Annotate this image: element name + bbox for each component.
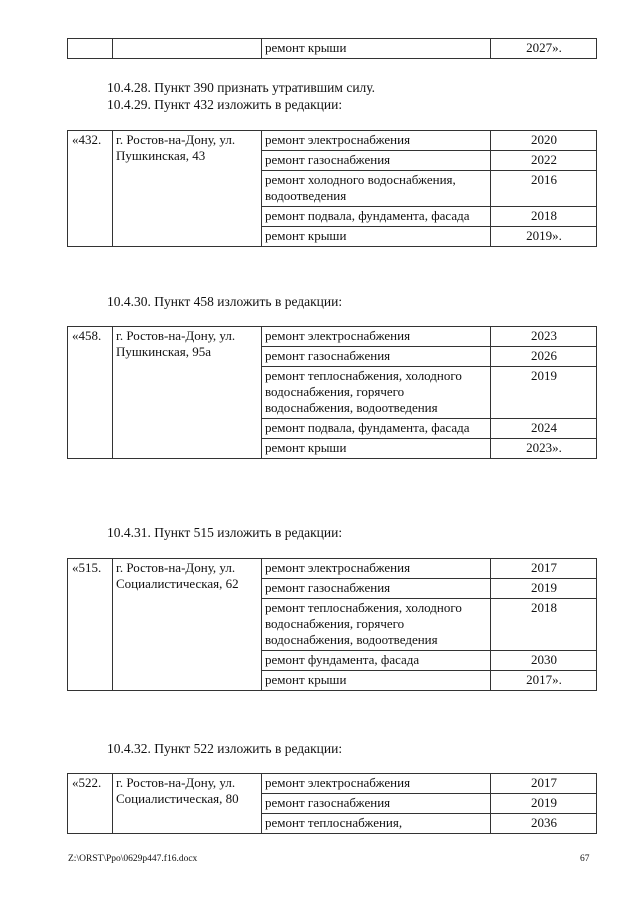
work-cell: ремонт теплоснабжения,: [262, 814, 491, 834]
work-cell: ремонт электроснабжения: [262, 774, 491, 794]
year-cell: 2023: [491, 327, 597, 347]
work-cell: ремонт электроснабжения: [262, 131, 491, 151]
address-cell: г. Ростов-на-Дону, ул. Пушкинская, 95а: [113, 327, 262, 459]
work-cell: ремонт газоснабжения: [262, 794, 491, 814]
year-cell: 2026: [491, 347, 597, 367]
address-cell: г. Ростов-на-Дону, ул. Социалистическая, 80: [113, 774, 262, 834]
item-number: «515.: [68, 559, 113, 691]
work-cell: ремонт крыши: [262, 439, 491, 459]
table-row: [68, 327, 597, 347]
year-cell: 2017».: [491, 671, 597, 691]
work-cell: ремонт электроснабжения: [262, 559, 491, 579]
table-row: [68, 774, 597, 794]
item-number: «522.: [68, 774, 113, 834]
year-cell: 2019: [491, 794, 597, 814]
work-cell: ремонт подвала, фундамента, фасада: [262, 207, 491, 227]
year-cell: 2018: [491, 599, 597, 651]
work-cell: ремонт фундамента, фасада: [262, 651, 491, 671]
item-number: «432.: [68, 131, 113, 247]
paragraph-390: 10.4.28. Пункт 390 признать утратившим силу.: [107, 80, 376, 95]
table-row: [68, 131, 597, 151]
year-cell: 2018: [491, 207, 597, 227]
year-cell: 2019».: [491, 227, 597, 247]
work-cell: ремонт крыши: [262, 39, 491, 59]
year-cell: 2022: [491, 151, 597, 171]
year-cell: 2017: [491, 559, 597, 579]
table-432: [67, 130, 597, 247]
work-cell: ремонт теплоснабжения, холодного водоснабжения, горячего водоснабжения, водоотведения: [262, 599, 491, 651]
paragraph-432: 10.4.29. Пункт 432 изложить в редакции:: [107, 97, 343, 112]
year-cell: 2024: [491, 419, 597, 439]
item-number: «458.: [68, 327, 113, 459]
table-row: [68, 559, 597, 579]
continuation-table: [67, 38, 597, 59]
page-number: 67: [580, 854, 590, 864]
work-cell: ремонт холодного водоснабжения, водоотведения: [262, 171, 491, 207]
work-cell: ремонт крыши: [262, 671, 491, 691]
year-cell: 2019: [491, 579, 597, 599]
paragraph-458: 10.4.30. Пункт 458 изложить в редакции:: [107, 294, 343, 309]
work-cell: ремонт газоснабжения: [262, 579, 491, 599]
table-row: [68, 39, 597, 59]
year-cell: 2030: [491, 651, 597, 671]
work-cell: ремонт газоснабжения: [262, 347, 491, 367]
year-cell: 2027».: [491, 39, 597, 59]
paragraph-522: 10.4.32. Пункт 522 изложить в редакции:: [107, 741, 343, 756]
year-cell: 2036: [491, 814, 597, 834]
work-cell: ремонт крыши: [262, 227, 491, 247]
year-cell: 2019: [491, 367, 597, 419]
year-cell: 2023».: [491, 439, 597, 459]
address-cell: г. Ростов-на-Дону, ул. Пушкинская, 43: [113, 131, 262, 247]
table-458: [67, 326, 597, 459]
work-cell: ремонт электроснабжения: [262, 327, 491, 347]
table-522: [67, 773, 597, 834]
address-cell: г. Ростов-на-Дону, ул. Социалистическая, 62: [113, 559, 262, 691]
paragraph-515: 10.4.31. Пункт 515 изложить в редакции:: [107, 525, 343, 540]
work-cell: ремонт газоснабжения: [262, 151, 491, 171]
year-cell: 2020: [491, 131, 597, 151]
year-cell: 2016: [491, 171, 597, 207]
work-cell: ремонт теплоснабжения, холодного водоснабжения, горячего водоснабжения, водоотведения: [262, 367, 491, 419]
work-cell: ремонт подвала, фундамента, фасада: [262, 419, 491, 439]
year-cell: 2017: [491, 774, 597, 794]
table-515: [67, 558, 597, 691]
footer-file-path: Z:\ORST\Ppo\0629p447.f16.docx: [68, 854, 198, 864]
